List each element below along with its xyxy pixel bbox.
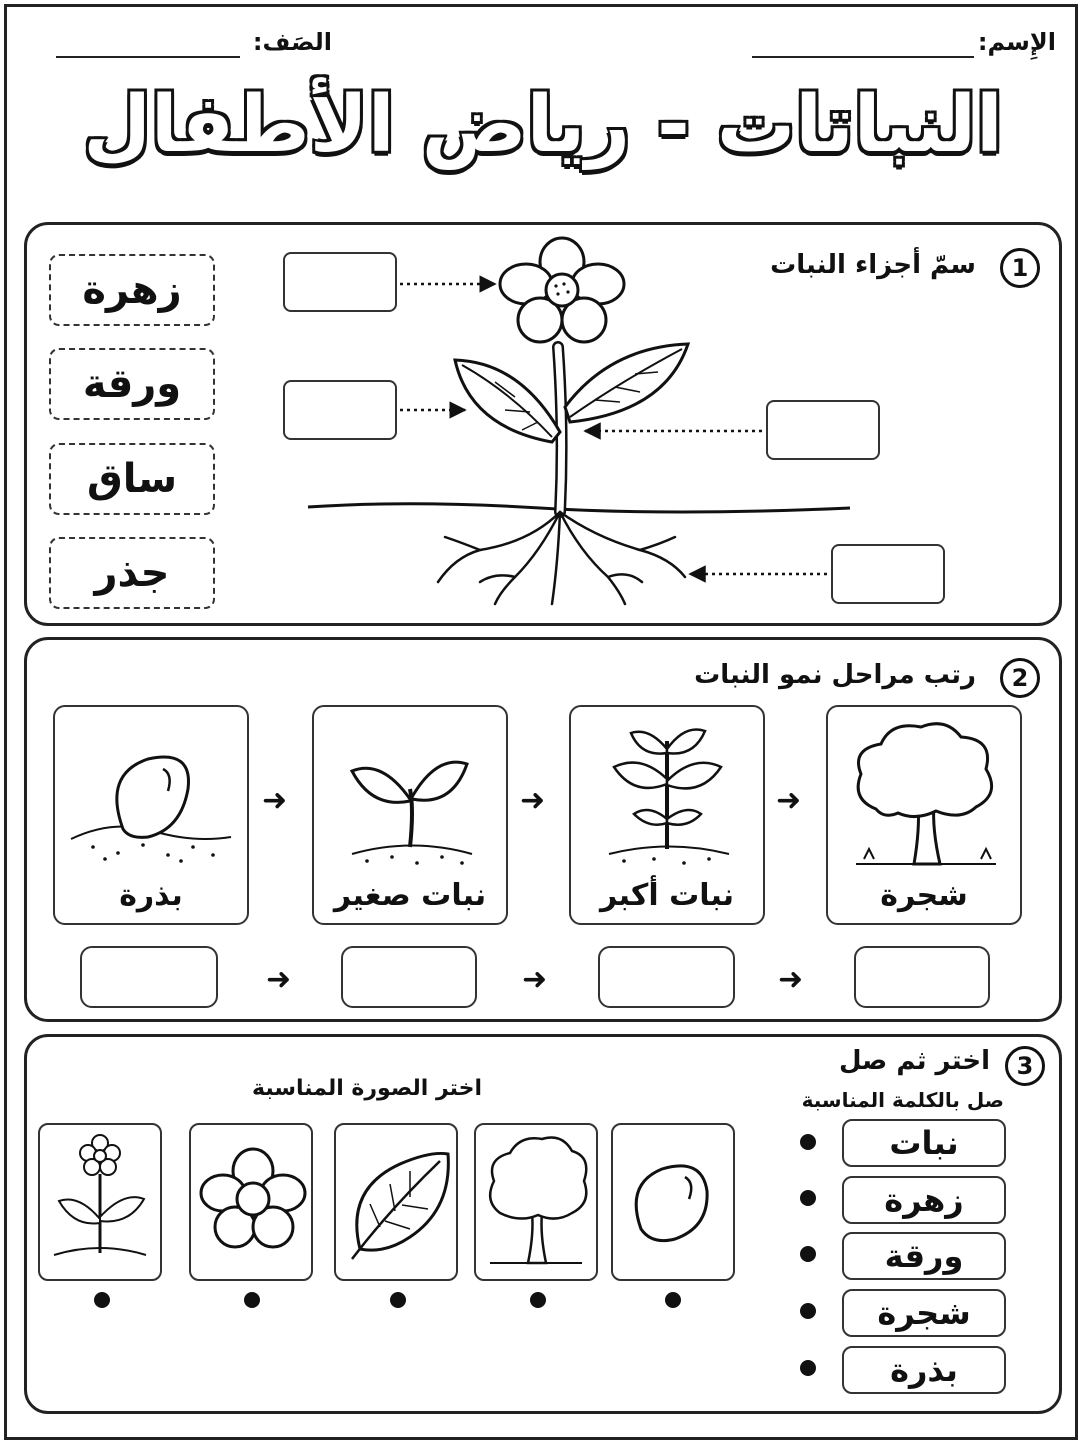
tree-icon — [480, 1129, 592, 1275]
seed-icon — [617, 1129, 729, 1275]
word-dot-flower[interactable] — [800, 1190, 816, 1206]
picture-dot-plant[interactable] — [94, 1292, 110, 1308]
stage-label-sprout: نبات صغير — [333, 878, 487, 913]
stage-label-tree: شجرة — [880, 878, 968, 913]
section-3-subtitle: صل بالكلمة المناسبة — [801, 1088, 1004, 1112]
answer-box-flower[interactable] — [283, 252, 397, 312]
picture-card-tree[interactable] — [474, 1123, 598, 1281]
picture-dot-leaf[interactable] — [390, 1292, 406, 1308]
arrow-icon: ➜ — [778, 962, 804, 997]
picture-card-leaf[interactable] — [334, 1123, 458, 1281]
arrow-icon: ➜ — [776, 783, 802, 818]
answer-box-stem[interactable] — [766, 400, 880, 460]
stage-card-sprout — [312, 705, 508, 925]
stage-card-tree — [826, 705, 1022, 925]
section-2-title: رتب مراحل نمو النبات — [694, 660, 976, 690]
arrow-icon: ➜ — [262, 783, 288, 818]
bigger-plant-icon — [579, 719, 755, 869]
match-word-plant[interactable]: نبات — [842, 1119, 1006, 1167]
answer-box-leaf[interactable] — [283, 380, 397, 440]
word-card-leaf[interactable]: ورقة — [49, 348, 215, 420]
stage-card-seed — [53, 705, 249, 925]
word-dot-tree[interactable] — [800, 1303, 816, 1319]
section-3-number: 3 — [1005, 1046, 1045, 1086]
match-word-seed[interactable]: بذرة — [842, 1346, 1006, 1394]
answer-box-root[interactable] — [831, 544, 945, 604]
section-3-title: اختر ثم صل — [838, 1046, 990, 1076]
arrow-icon: ➜ — [266, 962, 292, 997]
arrow-icon: ➜ — [520, 783, 546, 818]
section-1-title: سمّ أجزاء النبات — [770, 250, 976, 280]
section-2-number: 2 — [1000, 658, 1040, 698]
left-leaf — [455, 360, 560, 442]
match-word-flower[interactable]: زهرة — [842, 1176, 1006, 1224]
picture-dot-flower[interactable] — [244, 1292, 260, 1308]
stage-label-seed: بذرة — [119, 878, 183, 913]
word-card-flower[interactable]: زهرة — [49, 254, 215, 326]
order-box-3[interactable] — [598, 946, 735, 1008]
order-box-4[interactable] — [854, 946, 990, 1008]
stage-card-bigger-plant — [569, 705, 765, 925]
picture-card-seed[interactable] — [611, 1123, 735, 1281]
section-1-number: 1 — [1000, 248, 1040, 288]
picture-card-plant[interactable] — [38, 1123, 162, 1281]
match-word-tree[interactable]: شجرة — [842, 1289, 1006, 1337]
name-label: الإِسم: — [977, 28, 1056, 56]
roots — [438, 512, 685, 604]
picture-card-flower[interactable] — [189, 1123, 313, 1281]
match-word-leaf[interactable]: ورقة — [842, 1232, 1006, 1280]
picture-dot-seed[interactable] — [665, 1292, 681, 1308]
class-line[interactable] — [56, 56, 240, 58]
word-card-root[interactable]: جذر — [49, 537, 215, 609]
picture-dot-tree[interactable] — [530, 1292, 546, 1308]
name-line[interactable] — [752, 56, 974, 58]
word-dot-seed[interactable] — [800, 1360, 816, 1376]
flower-icon — [195, 1129, 307, 1275]
word-dot-plant[interactable] — [800, 1134, 816, 1150]
arrow-icon: ➜ — [522, 962, 548, 997]
leaf-icon — [340, 1129, 452, 1275]
stage-label-bigger-plant: نبات أكبر — [599, 878, 734, 913]
class-label: الصَف: — [252, 28, 332, 56]
right-leaf — [565, 344, 688, 422]
flower-head — [500, 238, 624, 342]
seed-icon — [63, 719, 239, 869]
page-title: النباتات - رياض الأطفال — [83, 80, 1003, 170]
word-dot-leaf[interactable] — [800, 1246, 816, 1262]
tree-icon — [836, 719, 1012, 869]
order-box-2[interactable] — [341, 946, 477, 1008]
pictures-title: اختر الصورة المناسبة — [252, 1076, 483, 1101]
word-card-stem[interactable]: ساق — [49, 443, 215, 515]
sprout-icon — [322, 719, 498, 869]
order-box-1[interactable] — [80, 946, 218, 1008]
plant-icon — [44, 1129, 156, 1275]
